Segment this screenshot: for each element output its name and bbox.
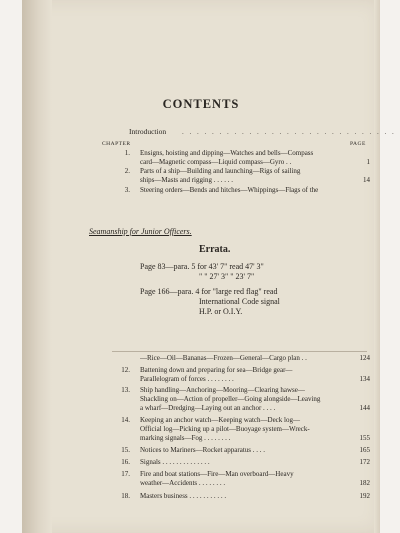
entry-line: —Rice—Oil—Bananas—Frozen—General—Cargo plan . . [140, 354, 307, 362]
chapter-number: 14. [121, 416, 130, 424]
entry-line: Ship handling—Anchoring—Mooring—Clearing hawse— [140, 386, 305, 394]
errata-line: International Code signal [199, 297, 280, 306]
errata-line: Page 166—para. 4 for "large red flag" read [140, 287, 278, 296]
entry-line: marking signals—Fog . . . . . . . . [140, 434, 231, 442]
introduction-entry [129, 127, 396, 136]
entry-line: weather—Accidents . . . . . . . . [140, 479, 226, 487]
contents-title: CONTENTS [162, 97, 240, 111]
slip-edge-rule [112, 351, 367, 352]
chapter-column-label: CHAPTER [102, 141, 131, 147]
entry-line: Steering orders—Bends and hitches—Whippings—Flags of the [140, 186, 319, 194]
errata-heading: Errata. [199, 244, 231, 255]
entry-line: Ensigns, hoisting and dipping—Watches and bells—Compass [140, 149, 314, 157]
entry-line: Keeping an anchor watch—Keeping watch—Deck log— [140, 416, 300, 424]
page-number: 1 [366, 158, 370, 166]
chapter-number: 1. [124, 149, 130, 157]
entry-line: Signals . . . . . . . . . . . . . . [140, 458, 210, 466]
entry-line: Parts of a ship—Building and launching—Rigs of sailing [140, 167, 301, 175]
page-number: 172 [359, 458, 370, 466]
entry-line: Official log—Picking up a pilot—Buoyage system—Wreck- [140, 425, 310, 433]
introduction-label: Introduction [129, 127, 167, 136]
chapter-number: 15. [121, 446, 130, 454]
page-number: 124 [359, 354, 370, 362]
entry-line: Parallelogram of forces . . . . . . . . [140, 375, 234, 383]
entry-line: a wharf—Dredging—Laying out an anchor . . . . [140, 404, 276, 412]
chapter-number: 12. [121, 366, 130, 374]
page-number: 155 [359, 434, 370, 442]
page-edge [374, 0, 380, 533]
errata-line: " " 27' 3" " 23' 7" [199, 272, 255, 281]
entry-line: Battening down and preparing for sea—Bridge gear— [140, 366, 293, 374]
entry-line: Shackling on—Action of propeller—Going alongside—Leaving [140, 395, 321, 403]
chapter-number: 16. [121, 458, 130, 466]
page-number: 182 [359, 479, 370, 487]
page-number: 165 [359, 446, 370, 454]
page-column-label: PAGE [350, 141, 366, 147]
book-page [22, 0, 396, 533]
chapter-number: 3. [124, 186, 130, 194]
leader-dots: . . . . . . . . . . . . . . . . . . . . . . . . . . . . . [181, 128, 396, 136]
chapter-number: 18. [121, 492, 130, 500]
slip-subtitle: Seamanship for Junior Officers. [89, 227, 192, 236]
entry-line: ships—Masts and rigging . . . . . . [140, 176, 233, 184]
page-number: 192 [359, 492, 370, 500]
errata-line: Page 83—para. 5 for 43' 7" read 47' 3" [140, 262, 264, 271]
chapter-number: 17. [121, 470, 130, 478]
page-number: 14 [363, 176, 370, 184]
book-spine [22, 0, 52, 533]
entry-line: Notices to Mariners—Rocket apparatus . . . . [140, 446, 265, 454]
entry-line: card—Magnetic compass—Liquid compass—Gyro . . [140, 158, 292, 166]
page-number: 144 [359, 404, 370, 412]
entry-line: Fire and boat stations—Fire—Man overboard—Heavy [140, 470, 294, 478]
chapter-number: 13. [121, 386, 130, 394]
errata-line: H.P. or O.I.Y. [199, 307, 243, 316]
page-number: 134 [359, 375, 370, 383]
chapter-number: 2. [124, 167, 130, 175]
entry-line: Masters business . . . . . . . . . . . [140, 492, 227, 500]
